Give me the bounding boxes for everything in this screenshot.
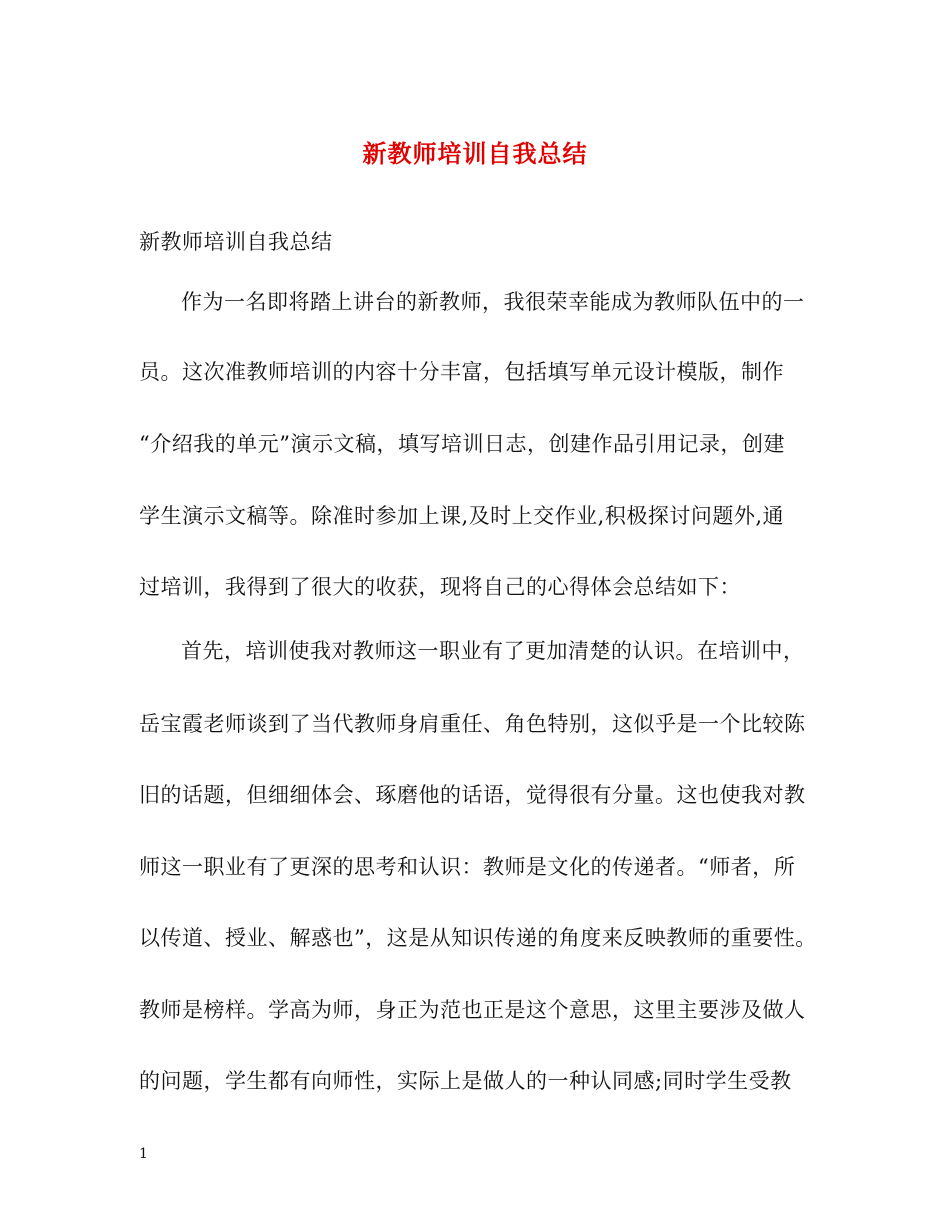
paragraph-line: 学生演示文稿等。除准时参加上课,及时上交作业,积极探讨问题外,通 xyxy=(139,504,785,528)
paragraph-line: 作为一名即将踏上讲台的新教师，我很荣幸能成为教师队伍中的一 xyxy=(181,290,805,314)
paragraph-line: 岳宝霞老师谈到了当代教师身肩重任、角色特别，这似乎是一个比较陈 xyxy=(139,712,806,736)
page-number: 1 xyxy=(139,1146,148,1162)
paragraph-line: 的问题，学生都有向师性，实际上是做人的一种认同感;同时学生受教 xyxy=(139,1069,792,1093)
subtitle-line: 新教师培训自我总结 xyxy=(139,230,333,254)
paragraph-line: 旧的话题，但细细体会、琢磨他的话语，觉得很有分量。这也使我对教 xyxy=(139,783,806,807)
paragraph-line: 员。这次准教师培训的内容十分丰富，包括填写单元设计模版，制作 xyxy=(139,360,784,384)
document-title: 新教师培训自我总结 xyxy=(362,139,588,168)
paragraph-line: “介绍我的单元”演示文稿，填写培训日志，创建作品引用记录，创建 xyxy=(139,432,785,456)
paragraph-line: 师这一职业有了更深的思考和认识：教师是文化的传递者。“师者，所 xyxy=(139,855,796,879)
paragraph-line: 首先，培训使我对教师这一职业有了更加清楚的认识。在培训中， xyxy=(181,639,805,663)
paragraph-line: 以传道、授业、解惑也”，这是从知识传递的角度来反映教师的重要性。 xyxy=(139,926,817,950)
paragraph-line: 教师是榜样。学高为师，身正为范也正是这个意思，这里主要涉及做人 xyxy=(139,998,806,1022)
paragraph-line: 过培训，我得到了很大的收获，现将自己的心得体会总结如下： xyxy=(139,575,741,599)
